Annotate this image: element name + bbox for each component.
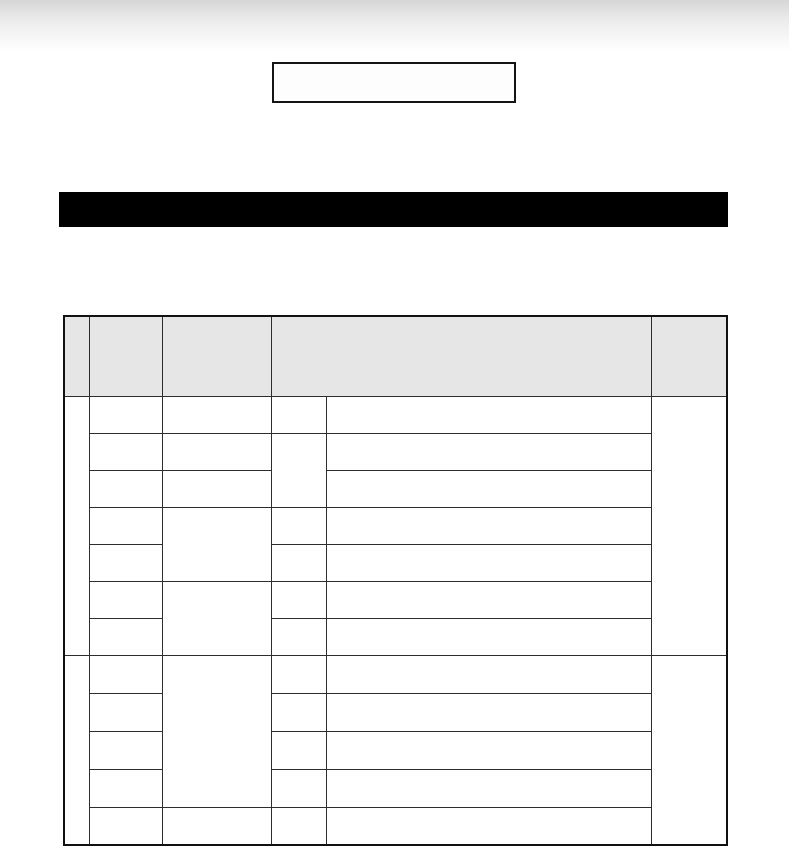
pump-spec-table — [63, 315, 726, 846]
series-cell-vz — [64, 655, 89, 845]
page-title-box — [272, 62, 516, 103]
model-cell — [89, 581, 162, 618]
table-row — [64, 655, 727, 693]
model-cell — [89, 807, 162, 845]
model-cell — [89, 693, 162, 731]
pump-table — [63, 315, 728, 846]
pressure-cell — [162, 655, 271, 807]
speed-cell-vz — [651, 655, 727, 845]
displacement-cell — [271, 655, 326, 693]
displacement-cell — [271, 693, 326, 731]
model-cell — [89, 769, 162, 807]
displacement-cell — [271, 433, 326, 507]
displacement-bar-cell — [326, 769, 651, 807]
displacement-cell — [271, 618, 326, 655]
series-cell-v — [64, 396, 89, 655]
table-row — [64, 507, 727, 544]
pressure-cell — [162, 470, 271, 507]
displacement-bar-cell — [326, 581, 651, 618]
model-cell — [89, 396, 162, 433]
header-pressure — [162, 316, 271, 396]
model-cell — [89, 655, 162, 693]
model-cell — [89, 433, 162, 470]
header-speed — [651, 316, 727, 396]
displacement-bar-cell — [326, 731, 651, 769]
header-series-spacer — [64, 316, 89, 396]
table-row — [64, 470, 727, 507]
model-cell — [89, 618, 162, 655]
table-row — [64, 807, 727, 845]
header-displacement — [271, 316, 651, 396]
table-row — [64, 433, 727, 470]
displacement-cell — [271, 807, 326, 845]
header-model — [89, 316, 162, 396]
pressure-cell — [162, 581, 271, 655]
page-top-shading — [0, 0, 789, 52]
model-cell — [89, 544, 162, 581]
displacement-bar-cell — [326, 544, 651, 581]
displacement-bar-cell — [326, 433, 651, 470]
table-row — [64, 396, 727, 433]
pressure-cell — [162, 807, 271, 845]
speed-cell-v — [651, 396, 727, 655]
displacement-bar-cell — [326, 807, 651, 845]
model-cell — [89, 731, 162, 769]
displacement-bar-cell — [326, 507, 651, 544]
table-row — [64, 581, 727, 618]
displacement-cell — [271, 731, 326, 769]
displacement-bar-cell — [326, 655, 651, 693]
redaction-bar — [59, 192, 728, 227]
table-header-row — [64, 316, 727, 396]
displacement-bar-cell — [326, 470, 651, 507]
model-cell — [89, 507, 162, 544]
pressure-cell — [162, 396, 271, 433]
model-cell — [89, 470, 162, 507]
displacement-cell — [271, 396, 326, 433]
displacement-cell — [271, 581, 326, 618]
displacement-bar-cell — [326, 618, 651, 655]
displacement-cell — [271, 769, 326, 807]
displacement-bar-cell — [326, 693, 651, 731]
displacement-cell — [271, 507, 326, 544]
displacement-cell — [271, 544, 326, 581]
pressure-cell — [162, 433, 271, 470]
displacement-bar-cell — [326, 396, 651, 433]
pressure-cell — [162, 507, 271, 581]
